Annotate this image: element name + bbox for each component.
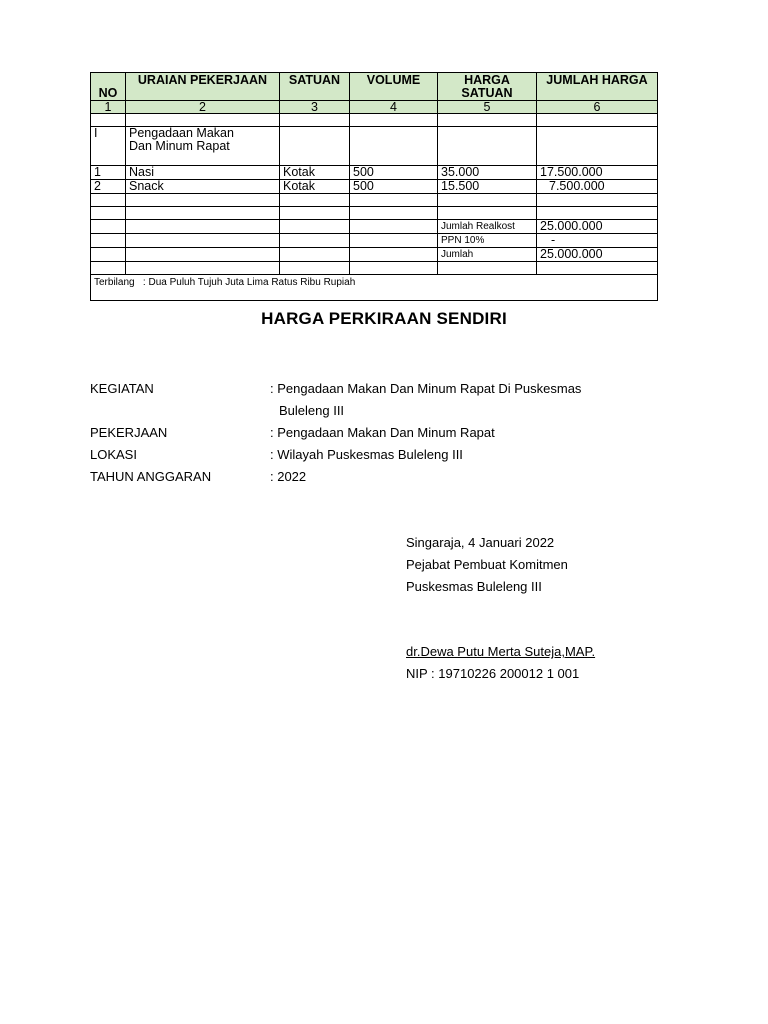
item-harga-satuan: 35.000 <box>438 166 537 180</box>
table-row <box>91 114 658 127</box>
signature-institution: Puskesmas Buleleng III <box>406 579 542 594</box>
summary-jumlah-label: Jumlah <box>438 248 537 262</box>
signature-nip: NIP : 19710226 200012 1 001 <box>406 666 580 681</box>
kegiatan-label: KEGIATAN <box>90 381 154 396</box>
summary-realkost-label: Jumlah Realkost <box>438 220 537 234</box>
column-number: 1 <box>91 101 126 114</box>
column-number: 4 <box>350 101 438 114</box>
lokasi-value: : Wilayah Puskesmas Buleleng III <box>270 447 463 462</box>
header-harga-satuan: HARGA SATUAN <box>438 73 537 101</box>
item-satuan: Kotak <box>280 166 350 180</box>
pekerjaan-value: : Pengadaan Makan Dan Minum Rapat <box>270 425 495 440</box>
summary-row <box>91 220 658 234</box>
page-title: HARGA PERKIRAAN SENDIRI <box>261 309 507 328</box>
column-number-row <box>91 101 658 114</box>
signature-name: dr.Dewa Putu Merta Suteja,MAP. <box>406 644 596 659</box>
table-header-row <box>91 73 658 101</box>
item-satuan: Kotak <box>280 180 350 194</box>
section-number: I <box>91 127 126 166</box>
terbilang-row <box>91 275 658 301</box>
table-row <box>91 180 658 194</box>
price-estimate-table <box>90 72 658 301</box>
table-row <box>91 194 658 207</box>
summary-row <box>91 248 658 262</box>
pekerjaan-label: PEKERJAAN <box>90 425 168 440</box>
column-number: 3 <box>280 101 350 114</box>
header-jumlah-harga: JUMLAH HARGA <box>537 73 658 101</box>
tahun-label: TAHUN ANGGARAN <box>90 469 212 484</box>
column-number: 2 <box>126 101 280 114</box>
item-jumlah-harga: 17.500.000 <box>537 166 658 180</box>
summary-ppn-value: - <box>537 234 658 248</box>
header-uraian: URAIAN PEKERJAAN <box>126 73 280 101</box>
lokasi-label: LOKASI <box>90 447 137 462</box>
table-row <box>91 207 658 220</box>
section-title <box>126 127 280 166</box>
item-uraian: Snack <box>126 180 280 194</box>
terbilang-text: Terbilang : Dua Puluh Tujuh Juta Lima Ratus Ribu Rupiah <box>91 275 658 301</box>
item-jumlah-harga: 7.500.000 <box>537 180 658 194</box>
tahun-value: : 2022 <box>270 469 307 484</box>
signature-position: Pejabat Pembuat Komitmen <box>406 557 568 572</box>
table-row <box>91 262 658 275</box>
summary-jumlah-value: 25.000.000 <box>537 248 658 262</box>
section-row <box>91 127 658 166</box>
item-uraian: Nasi <box>126 166 280 180</box>
summary-ppn-label: PPN 10% <box>438 234 537 248</box>
column-number: 6 <box>537 101 658 114</box>
item-volume: 500 <box>350 166 438 180</box>
item-no: 1 <box>91 166 126 180</box>
item-volume: 500 <box>350 180 438 194</box>
header-satuan: SATUAN <box>280 73 350 101</box>
header-no: NO <box>91 73 126 101</box>
header-volume: VOLUME <box>350 73 438 101</box>
kegiatan-value: : Pengadaan Makan Dan Minum Rapat Di Puskesmas <box>270 381 582 396</box>
summary-row <box>91 234 658 248</box>
column-number: 5 <box>438 101 537 114</box>
section-title-line: Dan Minum Rapat <box>129 139 230 153</box>
kegiatan-value-cont: Buleleng III <box>279 403 345 418</box>
table-row <box>91 166 658 180</box>
section-title-line: Pengadaan Makan <box>129 126 234 140</box>
signature-place-date: Singaraja, 4 Januari 2022 <box>406 535 555 550</box>
item-no: 2 <box>91 180 126 194</box>
item-harga-satuan: 15.500 <box>438 180 537 194</box>
summary-realkost-value: 25.000.000 <box>537 220 658 234</box>
